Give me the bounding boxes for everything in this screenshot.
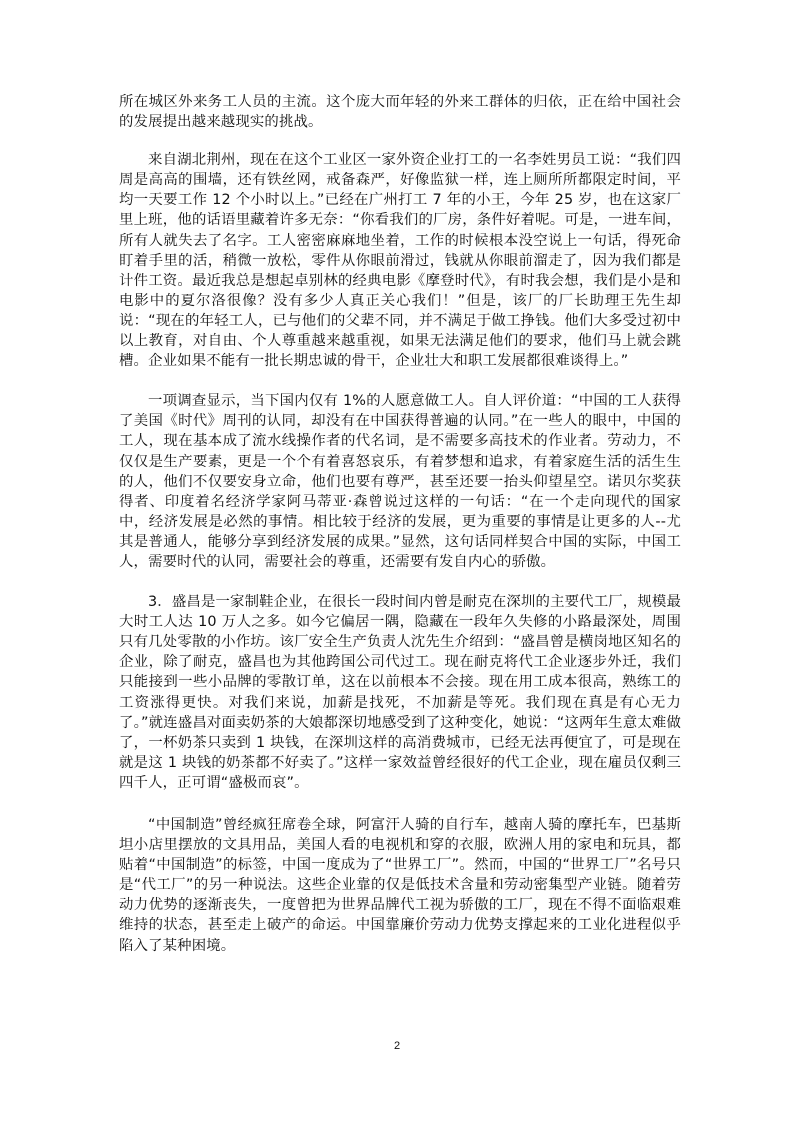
paragraph-3: 一项调查显示，当下国内仅有 1%的人愿意做工人。自人评价道：“中国的工人获得了美国《时代》周刊的认同，却没有在中国获得普遍的认同。”在一些人的眼中，中国的工人，现在基本成了流水线操作者的代名词，是不需要多高技术的作业者。劳动力，不仅仅是生产要素，更是一个个有着喜怒哀乐，有着梦想和追求，有着家庭生活的活生生的人，他们不仅要安身立命，他们也要有尊严，甚至还要一抬头仰望星空。诺贝尔奖获得者、印度着名经济学家阿马蒂亚·森曾说过这样的一句话：“在一个走向现代的国家中，经济发展是必然的事情。相比较于经济的发展，更为重要的事情是让更多的人--尤其是普通人，能够分享到经济发展的成果。”显然，这句话同样契合中国的实际，中国工人，需要时代的认同，需要社会的尊重，还需要有发自内心的骄傲。 <box>119 393 681 570</box>
paragraph-2: 来自湖北荆州，现在在这个工业区一家外资企业打工的一名李姓男员工说：“我们四周是高高的围墙，还有铁丝网，戒备森严，好像监狱一样，连上厕所所都限定时间，平均一天要工作 12 个小时以上。”已经在广州打工 7 年的小王，今年 25 岁，也在这家厂里上班，他的话语里藏着许多无奈：“你看我们的厂房，条件好着呢。可是，一进车间，所有人就失去了名字。工人密密麻麻地坐着，工作的时候根本没空说上一句话，得死命盯着手里的活，稍微一放松，零件从你眼前滑过，钱就从你眼前溜走了，因为我们都是计件工资。最近我总是想起卓别林的经典电影《摩登时代》，有时我会想，我们是小是和电影中的夏尔洛很像？没有多少人真正关心我们！”但是，该厂的厂长助理王先生却说：“现在的年轻工人，已与他们的父辈不同，并不满足于做工挣钱。他们大多受过初中以上教育，对自由、个人尊重越来越重视，如果无法满足他们的要求，他们马上就会跳槽。企业如果不能有一批长期忠诚的骨干，企业壮大和职工发展都很难谈得上。” <box>119 152 681 370</box>
page-number: 2 <box>393 1040 401 1052</box>
document-body <box>119 92 681 956</box>
paragraph-4: 3．盛昌是一家制鞋企业，在很长一段时间内曾是耐克在深圳的主要代工厂，规模最大时工人达 10 万人之多。如今它偏居一隅，隐藏在一段年久失修的小路最深处，周围只有几处零散的小作坊。该厂安全生产负责人沈先生介绍到：“盛昌曾是横岗地区知名的企业，除了耐克，盛昌也为其他跨国公司代过工。现在耐克将代工企业逐步外迁，我们只能接到一些小品牌的零散订单，这在以前根本不会接。现在用工成本很高，熟练工的工资涨得更快。对我们来说，加薪是找死，不加薪是等死。我们现在真是有心无力了。”就连盛昌对面卖奶茶的大娘都深切地感受到了这种变化，她说：“这两年生意太难做了，一杯奶茶只卖到 1 块钱，在深圳这样的高消费城市，已经无法再便宜了，可是现在就是这 1 块钱的奶茶都不好卖了。”这样一家效益曾经很好的代工企业，现在雇员仅剩三四千人，正可谓“盛极而哀”。 <box>119 594 681 791</box>
paragraph-5: “中国制造”曾经疯狂席卷全球，阿富汗人骑的自行车，越南人骑的摩托车，巴基斯坦小店里摆放的文具用品，美国人看的电视机和穿的衣服，欧洲人用的家电和玩具，都贴着“中国制造”的标签，中国一度成为了“世界工厂”。然而，中国的“世界工厂”名号只是“代工厂”的另一种说法。这些企业靠的仅是低技术含量和劳动密集型产业链。随着劳动力优势的逐渐丧失，一度曾把为世界品牌代工视为骄傲的工厂，现在不得不面临艰难维持的状态，甚至走上破产的命运。中国靠廉价劳动力优势支撑起来的工业化进程似乎陷入了某种困境。 <box>119 817 681 954</box>
paragraph-1: 所在城区外来务工人员的主流。这个庞大而年轻的外来工群体的归依，正在给中国社会的发展提出越来越现实的挑战。 <box>119 94 681 131</box>
